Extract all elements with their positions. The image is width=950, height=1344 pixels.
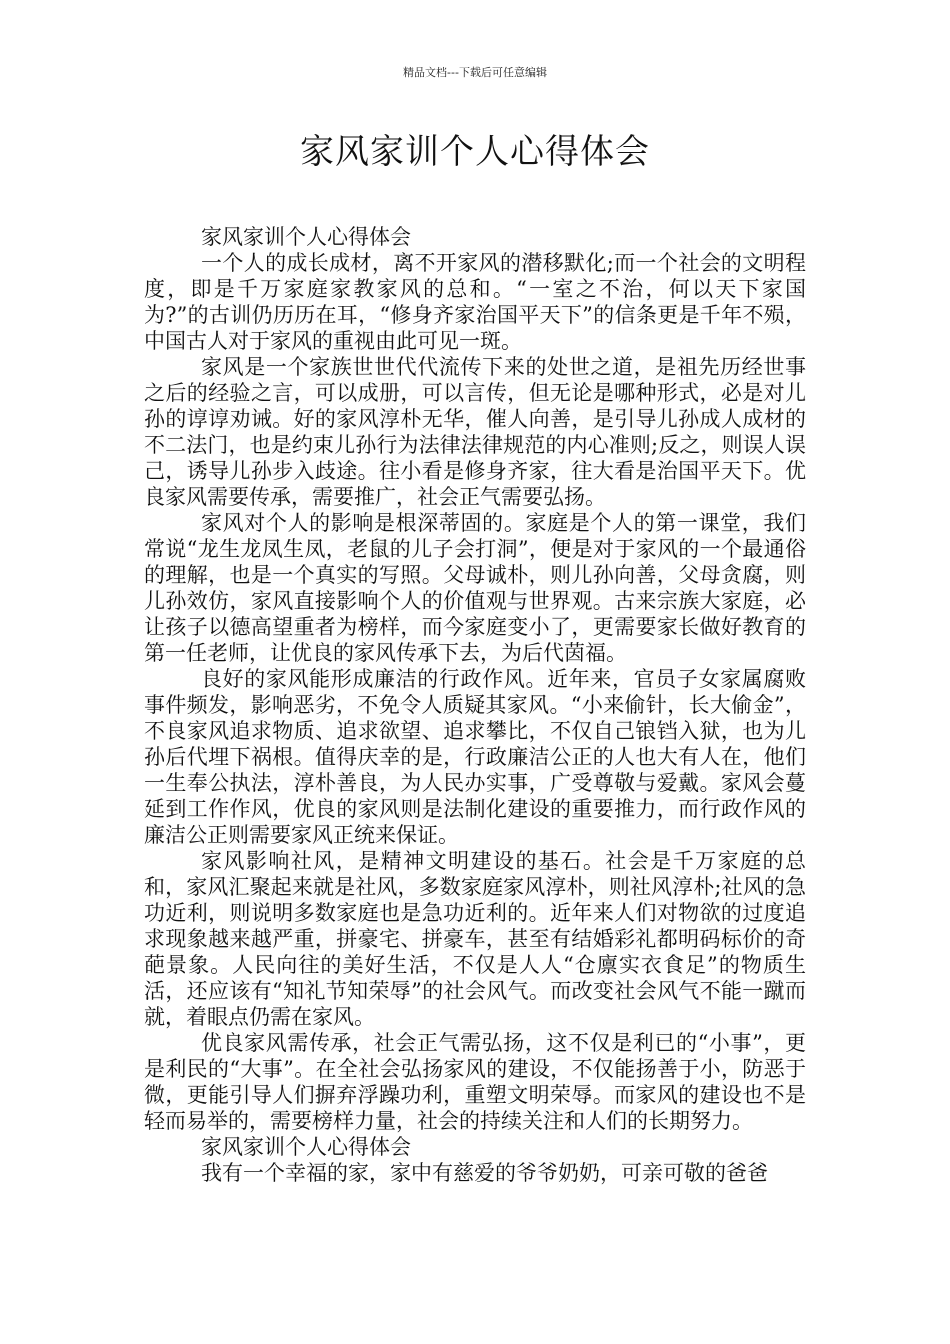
paragraph: 一个人的成长成材，离不开家风的潜移默化;而一个社会的文明程度，即是千万家庭家教家风的总和。“一室之不治，何以天下家国为?”的古训仍历历在耳，“修身齐家治国平天下”的信条更是千年不殒，中国古人对于家风的重视由此可见一斑。 xyxy=(144,251,806,353)
document-title: 家风家训个人心得体会 xyxy=(300,132,650,172)
paragraph: 我有一个幸福的家，家中有慈爱的爷爷奶奶，可亲可敬的爸爸 xyxy=(201,1161,768,1185)
paragraph: 优良家风需传承，社会正气需弘扬，这不仅是利已的“小事”，更是利民的“大事”。在全社会弘扬家风的建设，不仅能扬善于小，防恶于微，更能引导人们摒弃浮躁功利，重塑文明荣辱。而家风的建设也不是轻而易举的，需要榜样力量，社会的持续关注和人们的长期努力。 xyxy=(144,1031,806,1133)
paragraph-subtitle: 家风家训个人心得体会 xyxy=(201,225,411,249)
paragraph: 良好的家风能形成廉洁的行政作风。近年来，官员子女家属腐败事件频发，影响恶劣，不免令人质疑其家风。“小来偷针，长大偷金”，不良家风追求物质、追求欲望、追求攀比，不仅自己锒铛入狱，也为儿孙后代埋下祸根。值得庆幸的是，行政廉洁公正的人也大有人在，他们一生奉公执法，淳朴善良，为人民办实事，广受尊敬与爱戴。家风会蔓延到工作作风，优良的家风则是法制化建设的重要推力，而行政作风的廉洁公正则需要家风正统来保证。 xyxy=(144,667,806,847)
paragraph: 家风影响社风，是精神文明建设的基石。社会是千万家庭的总和，家风汇聚起来就是社风，多数家庭家风淳朴，则社风淳朴;社风的急功近利，则说明多数家庭也是急功近利的。近年来人们对物欲的过度追求现象越来越严重，拼豪宅、拼豪车，甚至有结婚彩礼都明码标价的奇葩景象。人民向往的美好生活，不仅是人人“仓廪实衣食足”的物质生活，还应该有“知礼节知荣辱”的社会风气。而改变社会风气不能一蹴而就，着眼点仍需在家风。 xyxy=(144,849,806,1029)
header-note: 精品文档---下载后可任意编辑 xyxy=(403,66,547,79)
paragraph: 家风对个人的影响是根深蒂固的。家庭是个人的第一课堂，我们常说“龙生龙凤生凤，老鼠的儿子会打洞”，便是对于家风的一个最通俗的理解，也是一个真实的写照。父母诚朴，则儿孙向善，父母贪腐，则儿孙效仿，家风直接影响个人的价值观与世界观。古来宗族大家庭，必让孩子以德高望重者为榜样，而今家庭变小了，更需要家长做好教育的第一任老师，让优良的家风传承下去，为后代茵福。 xyxy=(144,511,806,665)
document-body xyxy=(144,224,806,1186)
paragraph: 家风是一个家族世世代代流传下来的处世之道，是祖先历经世事之后的经验之言，可以成册，可以言传，但无论是哪种形式，必是对儿孙的谆谆劝诫。好的家风淳朴无华，催人向善，是引导儿孙成人成材的不二法门，也是约束儿孙行为法律法律规范的内心准则;反之，则误人误己，诱导儿孙步入歧途。往小看是修身齐家，往大看是治国平天下。优良家风需要传承，需要推广，社会正气需要弘扬。 xyxy=(144,355,806,509)
paragraph-subtitle: 家风家训个人心得体会 xyxy=(201,1135,411,1159)
